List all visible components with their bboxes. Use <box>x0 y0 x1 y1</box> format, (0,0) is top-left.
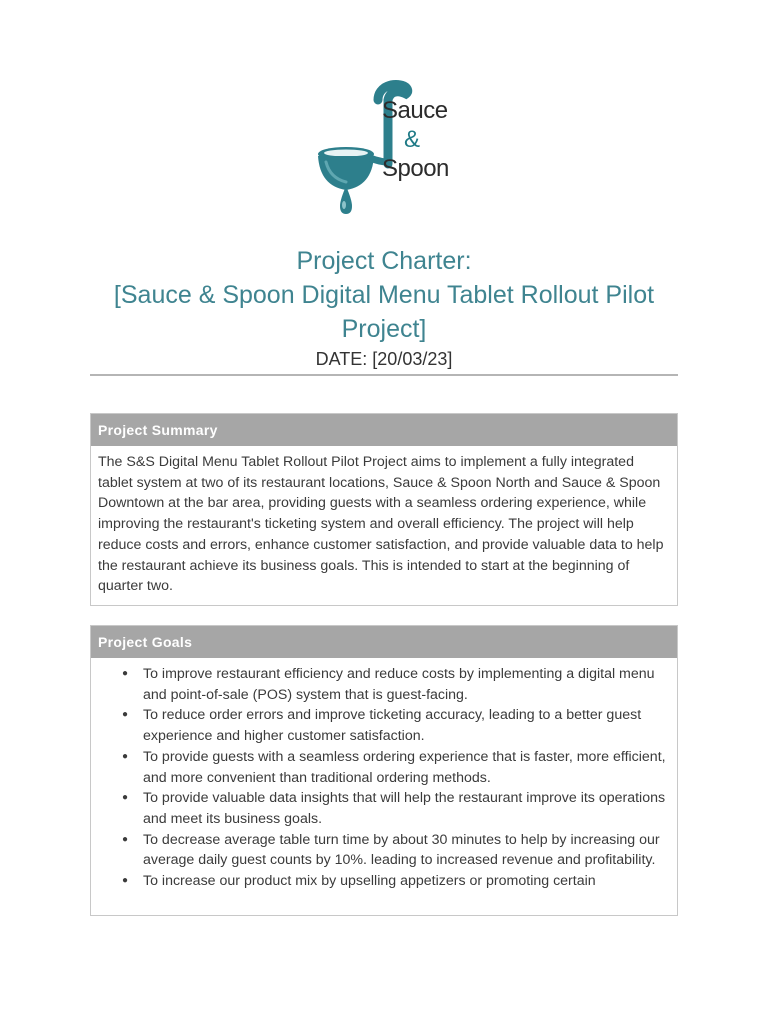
goal-item: ● To reduce order errors and improve ticketing accuracy, leading to a better guest experience and higher customer satisfaction. <box>98 705 669 746</box>
goal-item: ● To improve restaurant efficiency and reduce costs by implementing a digital menu and point-of-sale (POS) system that is guest-facing. <box>98 664 669 705</box>
logo-wordmark <box>382 96 449 183</box>
goal-item: ● To provide valuable data insights that will help the restaurant improve its operations and meet its business goals. <box>98 788 669 829</box>
project-goals-section <box>90 625 678 916</box>
title-divider <box>90 374 678 376</box>
project-goals-list <box>98 664 669 892</box>
document-date: DATE: [20/03/23] <box>315 349 453 369</box>
project-summary-section <box>90 413 678 606</box>
goal-item: ● To provide guests with a seamless ordering experience that is faster, more efficient, and more convenient than traditional ordering methods. <box>98 747 669 788</box>
project-goals-heading: Project Goals <box>91 626 677 658</box>
goal-item: ● To decrease average table turn time by about 30 minutes to help by increasing our average daily guest counts by 10%. leading to increased revenue and profitability. <box>98 830 669 871</box>
project-summary-text: The S&S Digital Menu Tablet Rollout Pilot Project aims to implement a fully integrated tablet system at two of its restaurant locations, Sauce & Spoon North and Sauce & Spoon Downtown at the bar area, providing guests with a seamless ordering experience, while improving the restaurant's ticketing system and overall efficiency. The project will help reduce costs and errors, enhance customer satisfaction, and provide valuable data to help the restaurant achieve its business goals. This is intended to start at the beginning of quarter two. <box>98 454 664 595</box>
sauce-and-spoon-logo <box>312 78 452 220</box>
logo-line-spoon: Spoon <box>382 155 449 182</box>
goal-item: ● To increase our product mix by upselling appetizers or promoting certain <box>98 871 669 892</box>
page-title <box>90 244 678 346</box>
logo-line-sauce: Sauce <box>382 97 448 124</box>
title-line-2: [Sauce & Spoon Digital Menu Tablet Rollout Pilot Project] <box>113 281 655 343</box>
title-line-1: Project Charter: <box>296 247 472 275</box>
logo-line-ampersand: & <box>404 126 420 153</box>
project-goals-body <box>91 658 677 900</box>
project-summary-heading: Project Summary <box>91 414 677 446</box>
